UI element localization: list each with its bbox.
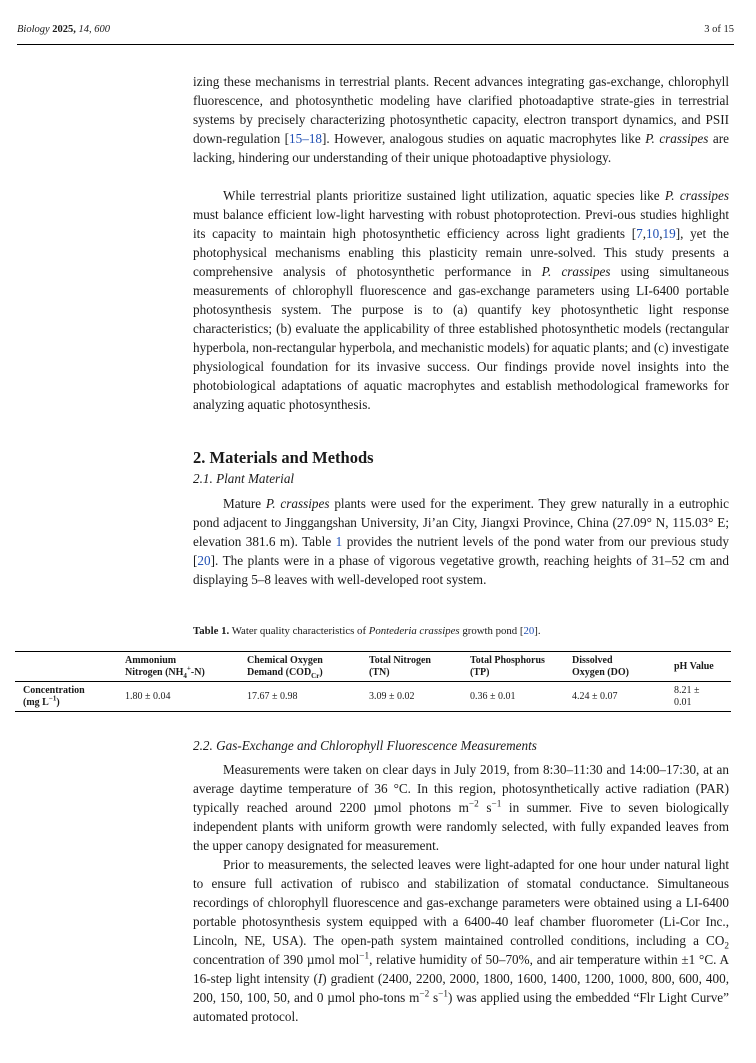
table-row: [15, 682, 731, 712]
species-name: Pontederia crassipes: [368, 625, 460, 637]
table-header-cell: Total Phosphorus (TP): [470, 655, 545, 678]
subsection-heading-plant-material: 2.1. Plant Material: [193, 471, 295, 486]
table-header-cell: pH Value: [674, 660, 714, 672]
citation-link[interactable]: 10: [646, 226, 660, 241]
intro-paragraph-2: While terrestrial plants prioritize sustained light utilization, aquatic species like P. crassipes must balance efficient low-light harvesting with robust photoprotection. Previ-ous studies highlight its capacity to maintain high photosynthetic efficiency across light gradients [7,10,19], yet the photophysical mechanisms enabling this plasticity remain unre-solved. This study presents a comprehensive analysis of photosynthetic performance in P. crassipes using simultaneous measurements of chlorophyll fluorescence and gas-exchange parameters using LI-6400 portable photosynthesis system. The purpose is to (a) quantify key photosynthetic light response characteristics; (b) evaluate the applicability of three established photosynthetic models (rectangular hyperbola, non-rectangular hyperbola, and mechanistic models) for aquatic plants; and (c) investigate physiological foundation for its invasive success. Our findings provide novel insights into the photobiological adaptations of aquatic macrophytes and establish methodological frameworks for analyzing aquatic photosynthesis.: [193, 188, 729, 412]
table-cell: 0.36 ± 0.01: [470, 690, 516, 702]
table-corner-cell: [15, 652, 117, 682]
page-number: 3 of 15: [704, 24, 734, 35]
table-label: Table 1.: [193, 625, 230, 637]
table-cell: 1.80 ± 0.04: [125, 690, 171, 702]
citation-link[interactable]: 7: [636, 226, 643, 241]
table-header-cell: Total Nitrogen (TN): [369, 655, 431, 678]
table-caption: Table 1. Water quality characteristics of Pontederia crassipes growth pond [20].: [193, 625, 541, 637]
journal-citation: [17, 24, 110, 35]
section-heading-methods: 2. Materials and Methods: [193, 448, 374, 467]
superscript: −1: [491, 798, 502, 809]
subscript: 2: [724, 940, 729, 951]
water-quality-table: [15, 651, 731, 712]
plant-material-paragraph: Mature P. crassipes plants were used for the experiment. They grew naturally in a eutrophic pond adjacent to Jinggangshan University, Ji’an City, Jiangxi Province, China (27.09° N, 115.03° E; elevation 381.6 m). Table 1 provides the nutrient levels of the pond water from our previous study [20]. The plants were in a phase of vigorous vegetative growth, reaching heights of 31–52 cm and displaying 5–8 leaves with well-developed root system.: [193, 496, 729, 587]
table-cell-ph: 8.21 ± 0.01: [674, 685, 700, 708]
citation-link[interactable]: 19: [662, 226, 676, 241]
table-header-cell: Chemical Oxygen Demand $(COD_{Cr})$: [247, 655, 323, 680]
superscript: −1: [438, 988, 448, 999]
gas-exchange-paragraph-2: Prior to measurements, the selected leaves were light-adapted for one hour under natural light to ensure full activation of rubisco and stabilization of stomatal conductance. Simultaneous recordings of chlorophyll fluorescence and gas-exchange parameters were obtained using a LI-6400 portable photosynthesis system equipped with a 6400-40 leaf chamber fluorometer (Li-Cor Inc., Lincoln, NE, USA). The open-path system maintained controlled conditions, including a $CO_2$ concentration of 390 µmol mol$^{-1}$, relative humidity of 50–70%, and air temperature within ±1 °C. A 16-step light intensity (I) gradient (2400, 2200, 2000, 1800, 1600, 1400, 1200, 1000, 800, 600, 400, 200, 150, 100, 50, and 0 µmol pho-tons $m^{-2}$ $s^{-1}$) was applied using the embedded “Flr Light Curve” automated protocol.: [193, 857, 729, 1024]
superscript: −1: [359, 950, 370, 961]
gas-exchange-paragraph-1: Measurements were taken on clear days in July 2019, from 8:30–11:30 and 14:00–17:30, at an average daytime temperature of 36 °C. In this region, photosynthetically active radiation (PAR) typically reached around 2200 µmol photons $m^{-2}$ $s^{-1}$ in summer. Five to seven biologically independent plants with uniform growth were randomly selected, with fully expanded leaves from the upper canopy designated for measurement.: [193, 762, 729, 853]
citation-link[interactable]: 1: [335, 534, 343, 549]
subsection-heading-gas-exchange: 2.2. Gas-Exchange and Chlorophyll Fluorescence Measurements: [193, 738, 537, 753]
table-header-cell: Dissolved Oxygen (DO): [572, 655, 629, 678]
italic-term: I: [317, 971, 323, 986]
italic-term: P. crassipes: [664, 188, 729, 203]
table-cell: 17.67 ± 0.98: [247, 690, 298, 702]
journal-year: 2025,: [52, 24, 76, 35]
superscript: −2: [419, 988, 430, 999]
citation-link[interactable]: 15–18: [289, 131, 323, 146]
row-label-concentration: Concentration (mg $L^{-1}$): [23, 685, 85, 708]
running-header: [17, 24, 734, 40]
italic-term: P. crassipes: [541, 264, 611, 279]
table-cell: 4.24 ± 0.07: [572, 690, 618, 702]
superscript: −2: [468, 798, 479, 809]
journal-name: Biology: [17, 24, 50, 35]
citation-link[interactable]: 20: [197, 553, 211, 568]
table-cell: 3.09 ± 0.02: [369, 690, 415, 702]
table-header-row: [15, 652, 731, 682]
citation-link[interactable]: 20: [523, 625, 535, 637]
journal-volume: 14,: [78, 24, 92, 35]
intro-paragraph-1: izing these mechanisms in terrestrial plants. Recent advances integrating gas-exchange, chlorophyll fluorescence, and photosynthetic modeling have clarified photoadaptive strate-gies in terrestrial systems by precisely characterizing photosynthetic capacity, electron transport dynamics, and PSII down-regulation [15–18]. However, analogous studies on aquatic macrophytes like P. crassipes are lacking, hindering our understanding of their unique photoadaptive physiology.: [193, 74, 729, 165]
italic-term: P. crassipes: [645, 131, 709, 146]
italic-term: P. crassipes: [265, 496, 330, 511]
article-number: 600: [94, 24, 111, 35]
header-rule: [17, 44, 734, 45]
table-header-cell: Ammonium Nitrogen $(NH_4^+-N)$: [125, 655, 205, 680]
